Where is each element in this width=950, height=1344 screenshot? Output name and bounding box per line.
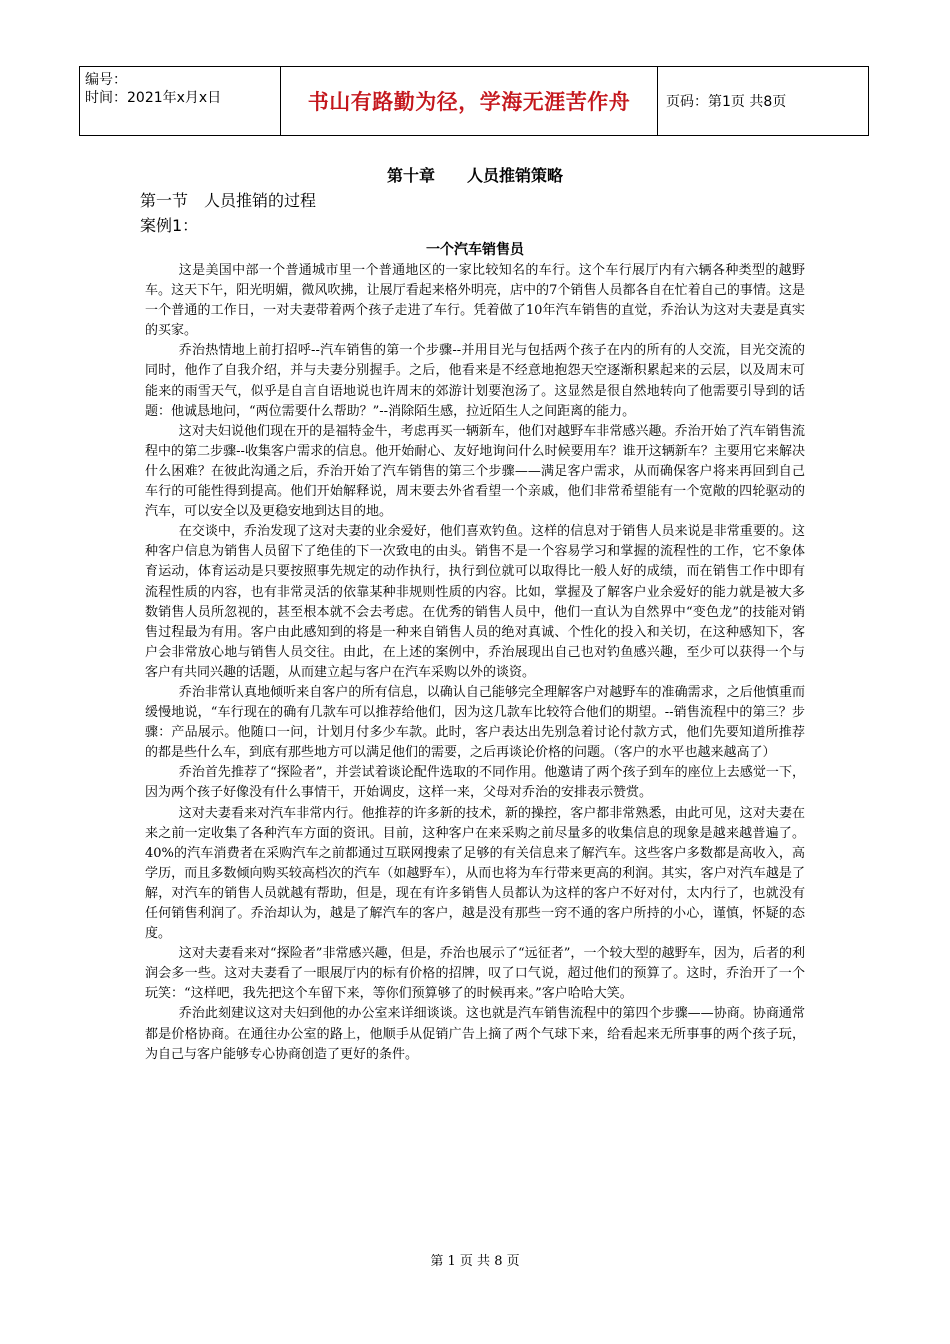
paragraph: 乔治首先推荐了“探险者”，并尝试着谈论配件选取的不同作用。他邀请了两个孩子到车的座位上去感觉一下，因为两个孩子好像没有什么事情干，开始调皮，这样一来，父母对乔治的安排表示赞赏。 [145, 765, 805, 801]
paragraph: 这对夫妻看来对“探险者”非常感兴趣，但是，乔治也展示了“远征者”，一个较大型的越野车，因为，后者的利润会多一些。这对夫妻看了一眼展厅内的标有价格的招牌，叹了口气说，超过他们的预算了。这时，乔治开了一个玩笑：“这样吧，我先把这个车留下来，等你们预算够了的时候再来。”客户哈哈大笑。 [145, 946, 805, 1002]
article-body [145, 261, 805, 1065]
paragraph: 在交谈中，乔治发现了这对夫妻的业余爱好，他们喜欢钓鱼。这样的信息对于销售人员来说是非常重要的。这种客户信息为销售人员留下了绝佳的下一次致电的由头。销售不是一个容易学习和掌握的流程性的工作，它不象体育运动，体育运动是只要按照事先规定的动作执行，执行到位就可以取得比一般人好的成绩，而在销售工作中即有流程性质的内容，也有非常灵活的依靠某种非规则性质的内容。比如，掌握及了解客户业余爱好的能力就是被大多数销售人员所忽视的，甚至根本就不会去考虑。在优秀的销售人员中，他们一直认为自然界中“变色龙”的技能对销售过程最为有用。客户由此感知到的将是一种来自销售人员的绝对真诚、个性化的投入和关切，在这种感知下，客户会非常放心地与销售人员交往。由此，在上述的案例中，乔治展现出自己也对钓鱼感兴趣，至少可以获得一个与客户有共同兴趣的话题，从而建立起与客户在汽车采购以外的谈资。 [145, 524, 805, 680]
page-footer: 第 1 页 共 8 页 [430, 1254, 520, 1269]
article-title: 一个汽车销售员 [426, 242, 524, 258]
paragraph: 乔治非常认真地倾听来自客户的所有信息，以确认自己能够完全理解客户对越野车的准确需求，之后他慎重而缓慢地说，“车行现在的确有几款车可以推荐给他们，因为这几款车比较符合他们的期望。--销售流程中的第三？步骤：产品展示。他随口一问，计划月付多少车款。此时，客户表达出先别急着讨论付款方式，他们先要知道所推荐的都是些什么车，到底有那些地方可以满足他们的需要，之后再谈论价格的问题。（客户的水平也越来越高了） [145, 684, 805, 761]
header-page-label: 页码：第1页 共8页 [666, 94, 787, 110]
time-label: 时间：2021年x月x日 [85, 90, 222, 106]
header-motto: 书山有路勤为径，学海无涯苦作舟 [281, 67, 658, 135]
header-table [79, 66, 869, 136]
number-label: 编号： [85, 72, 127, 88]
chapter-title: 第十章 人员推销策略 [386, 166, 563, 185]
paragraph: 乔治此刻建议这对夫妇到他的办公室来详细谈谈。这也就是汽车销售流程中的第四个步骤——协商。协商通常都是价格协商。在通往办公室的路上，他顺手从促销广告上摘了两个气球下来，给看起来无所事事的两个孩子玩，为自己与客户能够专心协商创造了更好的条件。 [145, 1006, 805, 1062]
paragraph: 这对夫妇说他们现在开的是福特金牛，考虑再买一辆新车，他们对越野车非常感兴趣。乔治开始了汽车销售流程中的第二步骤--收集客户需求的信息。他开始耐心、友好地询问什么时候要用车？谁开这辆新车？主要用它来解决什么困难？在彼此沟通之后，乔治开始了汽车销售的第三个步骤——满足客户需求，从而确保客户将来再回到自己车行的可能性得到提高。他们开始解释说，周末要去外省看望一个亲戚，他们非常希望能有一个宽敞的四轮驱动的汽车，可以安全以及更稳安地到达目的地。 [145, 423, 805, 520]
paragraph: 这对夫妻看来对汽车非常内行。他推荐的许多新的技术，新的操控，客户都非常熟悉，由此可见，这对夫妻在来之前一定收集了各种汽车方面的资讯。目前，这种客户在来采购之前尽量多的收集信息的现象是越来越普遍了。40%的汽车消费者在采购汽车之前都通过互联网搜索了足够的有关信息来了解汽车。这些客户多数都是高收入，高学历，而且多数倾向购买较高档次的汽车（如越野车），从而也将为车行带来更高的利润。其实，客户对汽车越是了解，对汽车的销售人员就越有帮助，但是，现在有许多销售人员都认为这样的客户不好对付，太内行了，也就没有任何销售利润了。乔治却认为，越是了解汽车的客户，越是没有那些一窍不通的客户所持的小心，谨慎，怀疑的态度。 [145, 805, 805, 942]
section-title: 第一节 人员推销的过程 [140, 191, 317, 210]
paragraph: 乔治热情地上前打招呼--汽车销售的第一个步骤--并用目光与包括两个孩子在内的所有的人交流，目光交流的同时，他作了自我介绍，并与夫妻分别握手。之后，他看来是不经意地抱怨天空逐渐积累起来的云层，以及周末可能来的雨雪天气，似乎是自言自语地说也许周末的郊游计划要泡汤了。这显然是很自然地转向了他需要引导到的话题：他诚恳地问，“两位需要什么帮助？”--消除陌生感，拉近陌生人之间距离的能力。 [145, 343, 805, 419]
case-label: 案例1： [140, 216, 199, 235]
header-meta [80, 67, 281, 135]
paragraph: 这是美国中部一个普通城市里一个普通地区的一家比较知名的车行。这个车行展厅内有六辆各种类型的越野车。这天下午，阳光明媚，微风吹拂，让展厅看起来格外明亮，店中的7个销售人员都各自在忙着自己的事情。这是一个普通的工作日，一对夫妻带着两个孩子走进了车行。凭着做了10年汽车销售的直觉，乔治认为这对夫妻是真实的买家。 [145, 263, 805, 339]
